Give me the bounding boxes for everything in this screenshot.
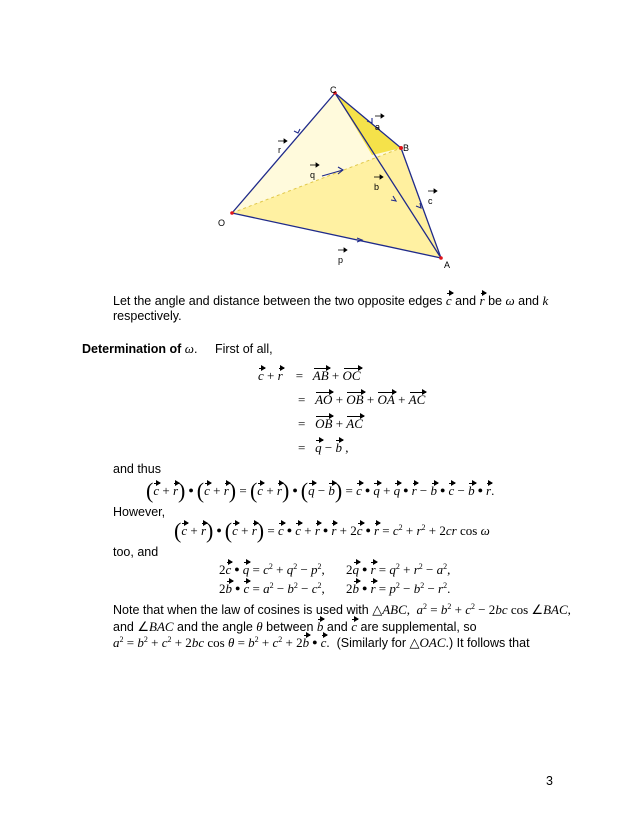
intro-line-2: respectively. bbox=[113, 309, 182, 323]
edge-label-b: b bbox=[374, 182, 380, 192]
edge-label-p: p bbox=[338, 255, 344, 265]
edge-label-a: a bbox=[375, 122, 381, 132]
eq-line-4: = q − b , bbox=[298, 440, 349, 455]
too-and-text: too, and bbox=[113, 545, 159, 559]
eq-line-2: = AO + OB + OA + AC bbox=[298, 392, 426, 407]
eq-qr: 2q ● $r = q^2 + r^2 - a^2$, bbox=[346, 562, 451, 577]
eq-line-3: = OB + AC bbox=[298, 416, 363, 431]
note-line-1: Note that when the law of cosines is used with △ABC, $a^2 = b^2 + c^2 - 2bc$ cos ∠BAC, bbox=[113, 602, 571, 617]
page-number: 3 bbox=[546, 774, 553, 788]
eq-thus: (c + r) ● (c + r) = (c + r) ● (q − b) = c ● q + q ● r − b ● c − b ● r. bbox=[146, 478, 495, 503]
vertex-C: C bbox=[330, 85, 337, 95]
eq-cq: 2c ● $q = c^2 + q^2 - p^2$, bbox=[219, 562, 325, 577]
vertex-B: B bbox=[403, 143, 410, 153]
intro-line-1: Let the angle and distance between the two opposite edges c and r be ω and k bbox=[113, 293, 549, 308]
edge-label-c: c bbox=[428, 196, 433, 206]
note-line-2: and ∠BAC and the angle θ between b and c are supplemental, so bbox=[113, 619, 477, 634]
edge-label-q: q bbox=[310, 170, 316, 180]
vertex-A: A bbox=[444, 260, 451, 270]
edge-label-r: r bbox=[278, 145, 281, 155]
tetrahedron-figure bbox=[190, 80, 470, 280]
and-thus-text: and thus bbox=[113, 462, 161, 476]
eq-br: 2b ● $r = p^2 - b^2 - r^2$. bbox=[346, 581, 451, 596]
however-text: However, bbox=[113, 505, 166, 519]
note-line-3: $a^2 = b^2 + c^2 + 2bc$ $\cos \theta = b^2 + c^2 + 2b$ ● c. (Similarly for △OAC.) It follows that bbox=[113, 635, 530, 650]
eq-however: (c + r) ● (c + r) = c ● c + r ● r + 2c ● $r = c^2 + r^2 + 2cr$ cos ω bbox=[174, 518, 490, 543]
vertex-O: O bbox=[218, 218, 226, 228]
eq-line-1: c + r = AB + OC bbox=[258, 368, 361, 383]
eq-bc: 2b ● $c = a^2 - b^2 - c^2$, bbox=[219, 581, 325, 596]
section-heading: Determination of ω. First of all, bbox=[82, 341, 273, 356]
